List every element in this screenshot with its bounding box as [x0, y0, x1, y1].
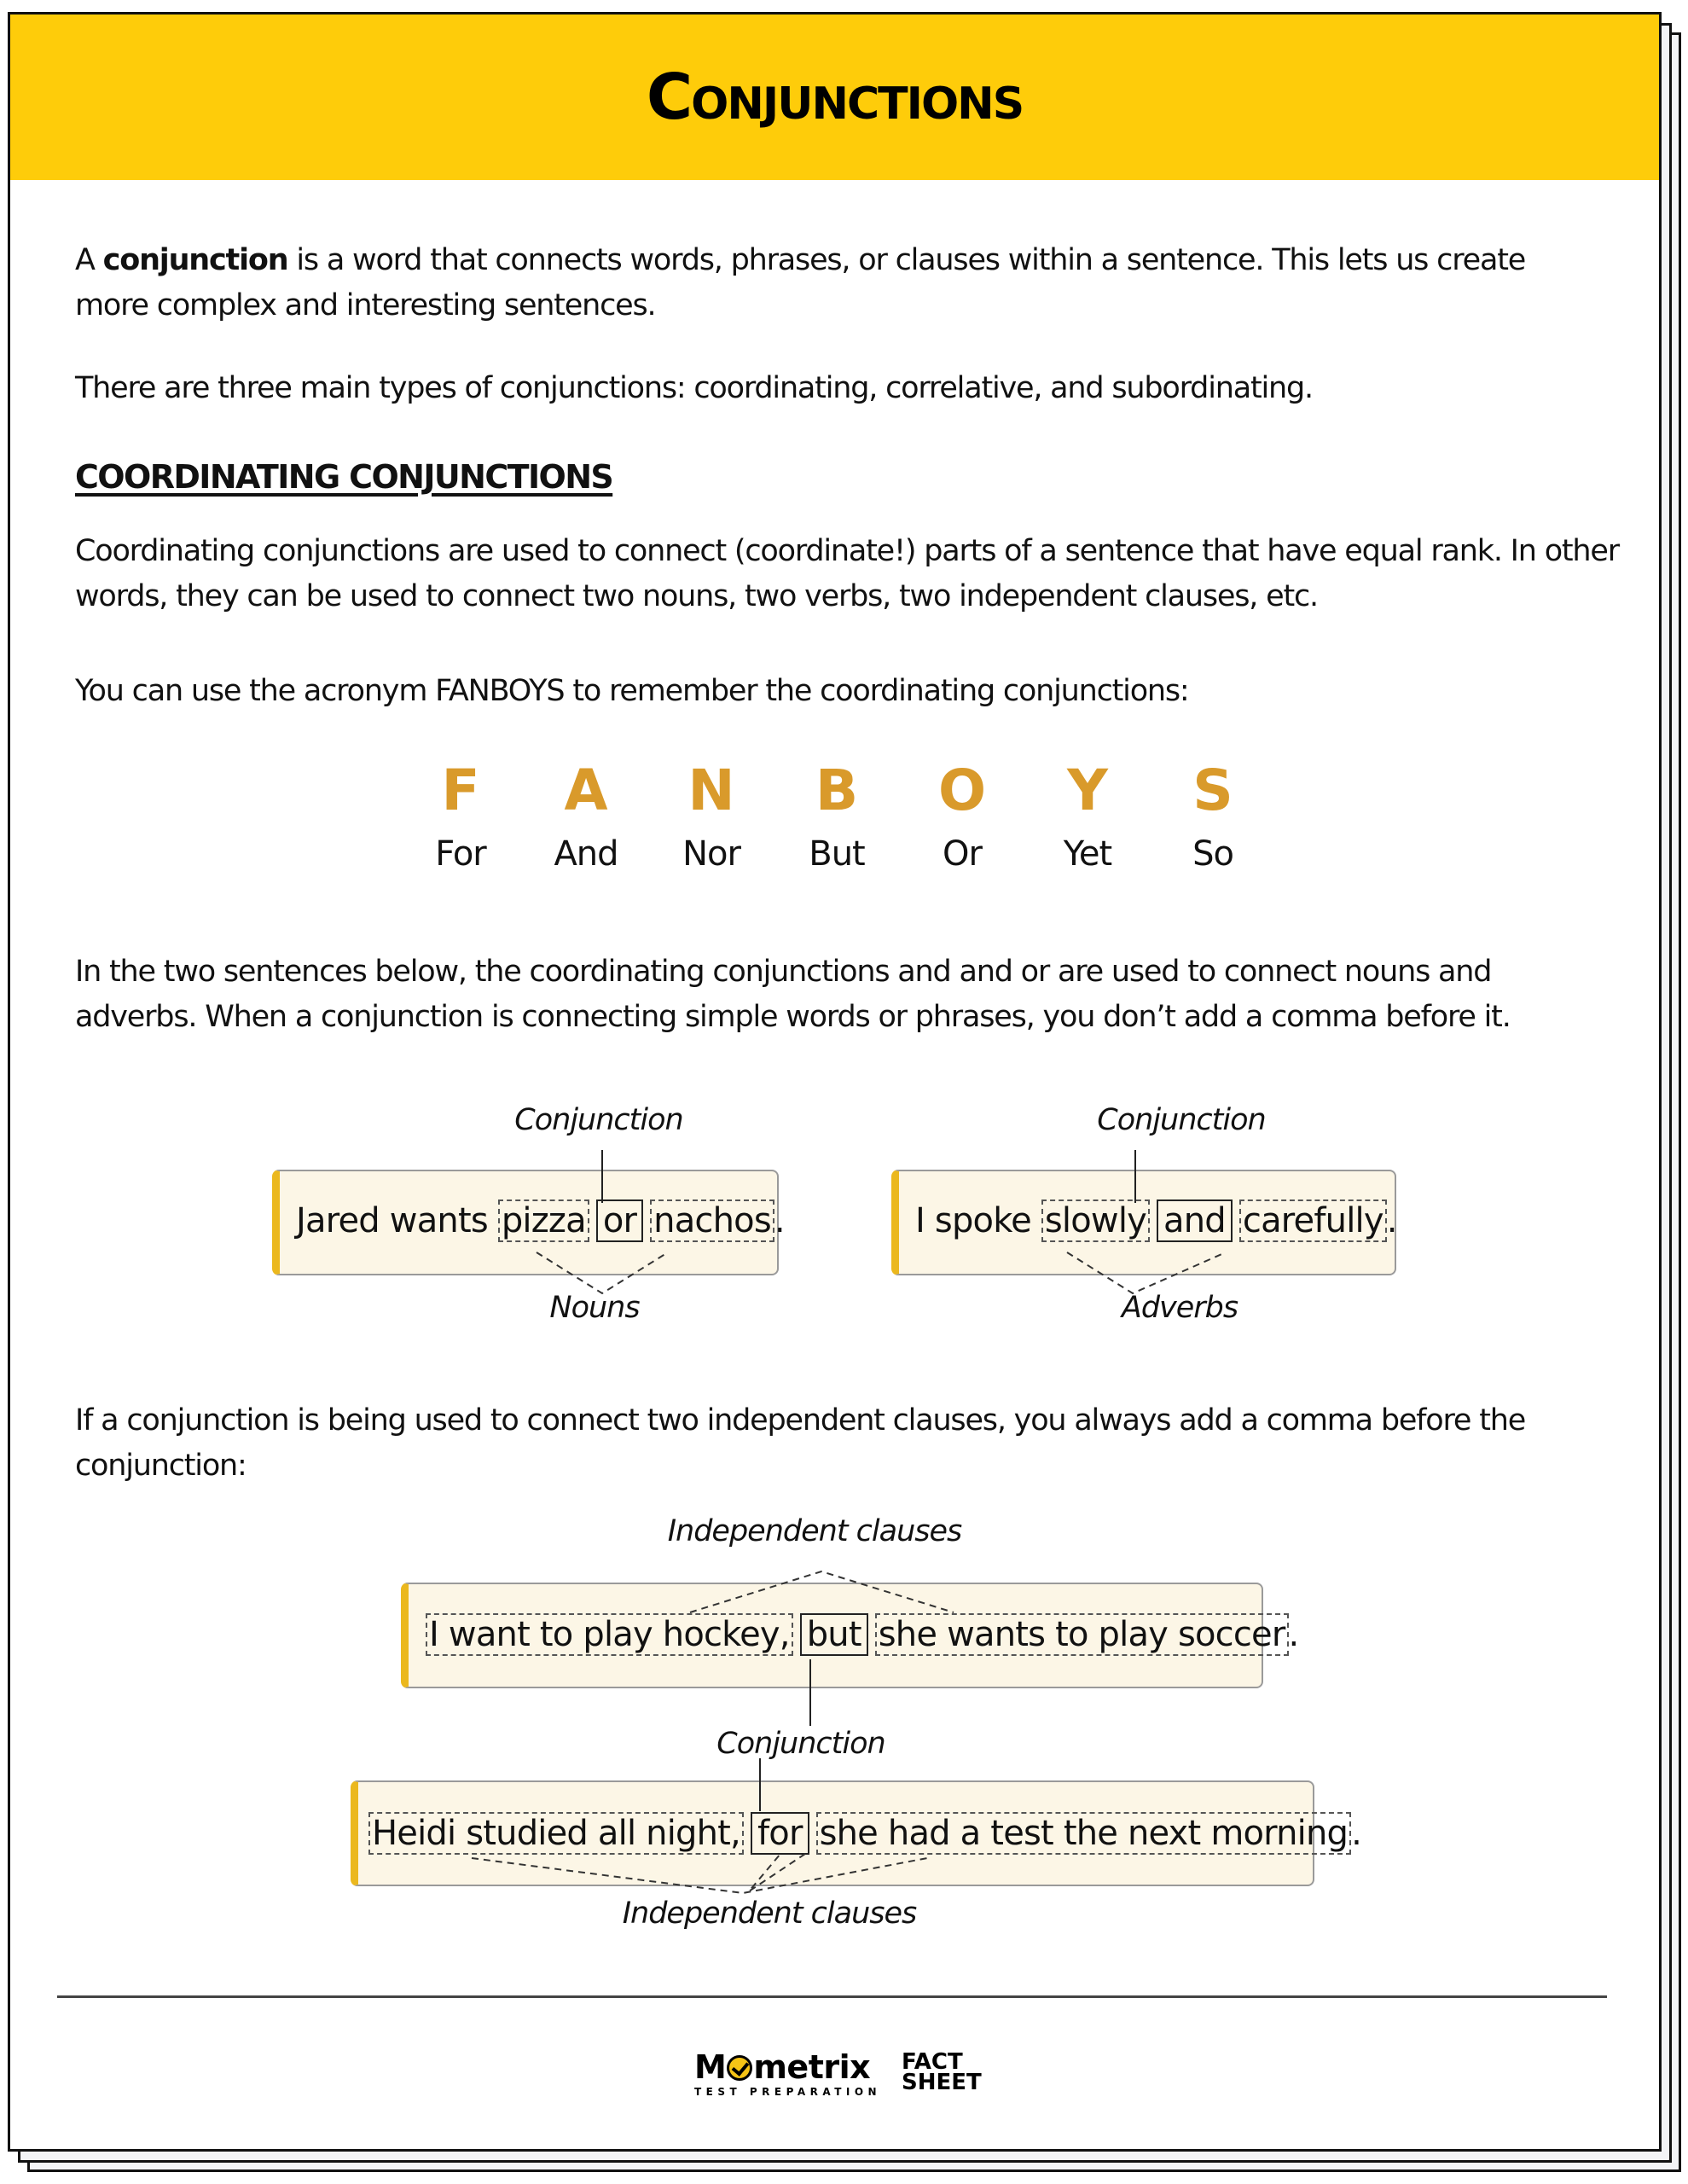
fanboys-letter: S — [1192, 758, 1233, 823]
fanboys-word: Nor — [682, 834, 740, 874]
acronym-intro: You can use the acronym FANBOYS to remember the coordinating conjunctions: — [75, 674, 1189, 708]
fact-sheet-page — [8, 12, 1662, 2152]
types-paragraph: There are three main types of conjunctions: coordinating, correlative, and subordinating. — [75, 371, 1313, 405]
nouns-label: Nouns — [549, 1291, 640, 1325]
conjunction-label: Conjunction — [716, 1727, 885, 1761]
sentence-prefix: I spoke — [915, 1201, 1041, 1240]
example-sentence — [915, 1198, 1397, 1244]
conjunction-highlight: or — [596, 1199, 643, 1242]
checkmark-icon — [727, 2055, 752, 2081]
coordinating-description: Coordinating conjunctions are used to connect (coordinate!) parts of a sentence that have equal rank. In other words, they can be used to connect two nouns, two verbs, two independent clauses, etc. — [75, 534, 1619, 613]
fanboys-item — [401, 757, 520, 880]
fanboys-letter: F — [441, 758, 480, 823]
independent-clauses-label: Independent clauses — [622, 1896, 917, 1931]
footer-divider — [57, 1995, 1607, 1998]
section-heading-coordinating: COORDINATING CONJUNCTIONS — [75, 458, 613, 496]
fanboys-letter: Y — [1067, 758, 1108, 823]
clause-highlight: Heidi studied all night, — [368, 1812, 744, 1855]
fanboys-letter: O — [937, 758, 987, 823]
clause-highlight: she had a test the next morning — [816, 1812, 1352, 1855]
adverb-highlight: slowly — [1041, 1199, 1150, 1242]
independent-clauses-label: Independent clauses — [667, 1514, 962, 1548]
clause-highlight: I want to play hockey, — [426, 1613, 793, 1656]
definition-text: is a word that connects words, phrases, or clauses within a sentence. This lets us create more complex and interesting sentences. — [75, 243, 1526, 322]
clause-highlight: she wants to play soccer — [875, 1613, 1289, 1656]
badge-line-2: SHEET — [902, 2070, 982, 2095]
title-banner — [10, 15, 1659, 180]
fanboys-letter: N — [687, 758, 735, 823]
fanboys-item — [902, 757, 1022, 880]
example-sentence — [368, 1810, 1361, 1856]
brand-first-letter: M — [694, 2048, 727, 2086]
definition-prefix: A — [75, 243, 103, 277]
fanboys-letter: B — [815, 758, 859, 823]
badge-line-1: FACT — [902, 2049, 963, 2075]
adverbs-label: Adverbs — [1121, 1291, 1238, 1325]
brand-name — [694, 2048, 870, 2086]
definition-paragraph — [75, 238, 1576, 328]
brand-rest: metrix — [753, 2048, 871, 2086]
page-title: Conjunctions — [646, 61, 1024, 134]
definition-term: conjunction — [102, 243, 288, 277]
conjunction-label: Conjunction — [514, 1103, 683, 1137]
fanboys-word: For — [435, 834, 486, 874]
clause-explanation: If a conjunction is being used to connect two independent clauses, you always add a comma before the conjunction: — [75, 1403, 1526, 1483]
example-sentence — [426, 1612, 1298, 1658]
fanboys-word: But — [809, 834, 865, 874]
conjunction-highlight: but — [800, 1613, 868, 1656]
conjunction-highlight: for — [751, 1812, 809, 1855]
fanboys-acronym — [401, 757, 1254, 893]
fanboys-item — [777, 757, 896, 880]
fanboys-word: And — [554, 834, 618, 874]
fanboys-word: Or — [943, 834, 982, 874]
fact-sheet-badge — [902, 2049, 982, 2095]
sentence-period: . — [1288, 1615, 1299, 1654]
sentence-period: . — [1386, 1201, 1397, 1240]
sentence-period: . — [774, 1201, 785, 1240]
brand-tagline: TEST PREPARATION — [694, 2086, 882, 2098]
fanboys-letter: A — [564, 758, 608, 823]
fanboys-item — [1153, 757, 1273, 880]
fanboys-item — [652, 757, 771, 880]
adverb-highlight: carefully — [1239, 1199, 1387, 1242]
noun-highlight: nachos — [650, 1199, 774, 1242]
simple-explanation: In the two sentences below, the coordinating conjunctions and and or are used to connect nouns and adverbs. When a conjunction is connecting simple words or phrases, you don’t add a comma before it. — [75, 955, 1511, 1034]
fanboys-word: So — [1192, 834, 1233, 874]
example-sentence — [296, 1198, 785, 1244]
sentence-period: . — [1351, 1814, 1362, 1853]
fanboys-item — [526, 757, 646, 880]
conjunction-label: Conjunction — [1097, 1103, 1266, 1137]
fanboys-item — [1028, 757, 1147, 880]
conjunction-highlight: and — [1157, 1199, 1233, 1242]
mometrix-logo — [694, 2048, 984, 2105]
fanboys-word: Yet — [1063, 834, 1112, 874]
sentence-prefix: Jared wants — [296, 1201, 498, 1240]
noun-highlight: pizza — [498, 1199, 589, 1242]
